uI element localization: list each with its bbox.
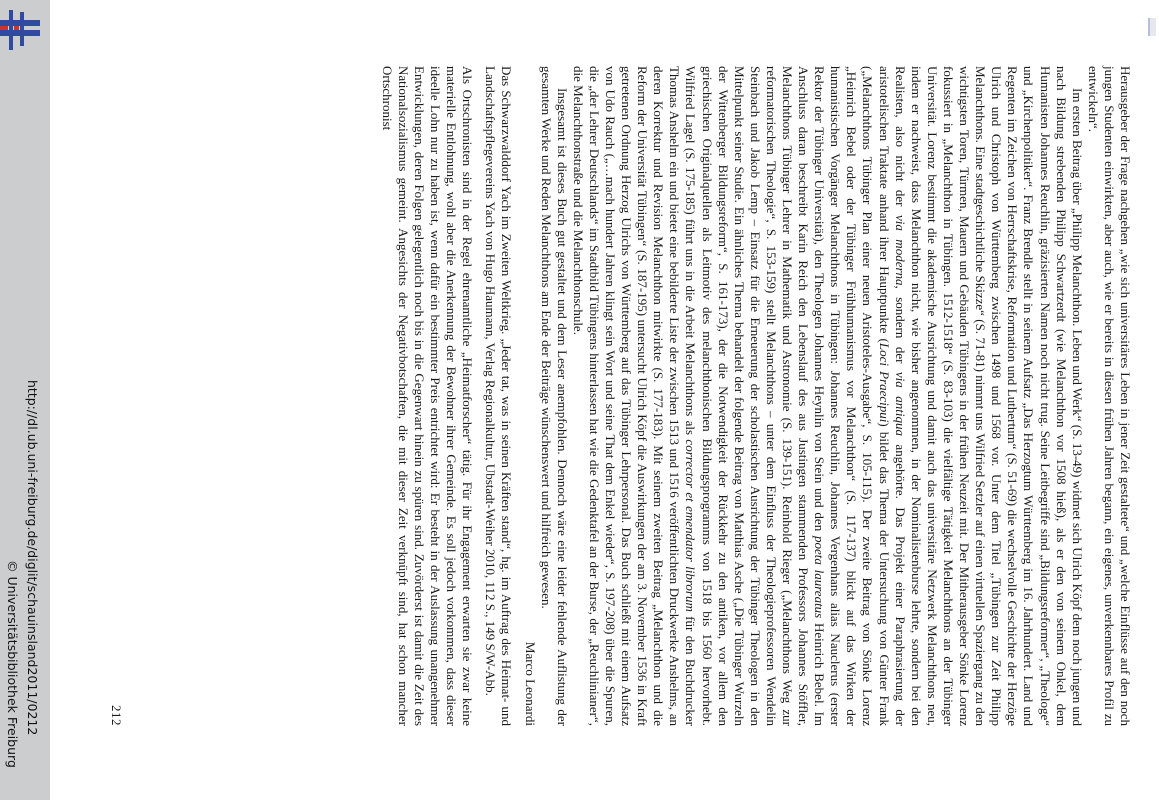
- scroll-marker[interactable]: [1148, 18, 1156, 36]
- paragraph: Herausgeber der Frage nachgehen „wie sich universitäres Leben in jener Zeit gestaltete“ und „welche Einflüsse auf den noch jungen Studenten einwirkten, aber auch, wie er bereits in diesen frühen Jahren begann, ein eigenes, unverkennbares Profil zu entwickeln“.: [1085, 66, 1133, 726]
- university-logo-icon[interactable]: [0, 8, 44, 52]
- reviewer-signature: Marco Leonardi: [522, 641, 538, 726]
- book-citation: Das Schwarzwalddorf Yach im Zweiten Weltkrieg. „Jeder tat, was in seinen Kräften stand“, hg. im Auftrag des Heimat- und Landschaftspflegevereins Yach von Hugo Haumann, Verlag Regionalkultur, Ubstadt-Weiher 2010, 112 S., 149 S/W-Abb.: [483, 66, 515, 726]
- review-2: [379, 66, 515, 726]
- page-url[interactable]: http://dl.ub.uni-freiburg.de/diglit/schauinsland2011/0212: [25, 380, 40, 736]
- sidebar-caption: [6, 360, 44, 800]
- viewer-sidebar: [0, 0, 50, 800]
- page-number: 212: [109, 705, 125, 726]
- copyright-notice: © Universitätsbibliothek Freiburg: [5, 560, 20, 768]
- paragraph: Als Ortschronisten sind in der Regel ehrenamtliche „Heimatforscher“ tätig. Für ihr Engagement erwarten sie zwar keine materielle Entlohnung, wohl aber die Anerkennung der Bewohner ihrer Gemeinde. Es soll jedoch vorkommen, dass dieser ideelle Lohn nur zu haben ist, wenn dafür ein bestimmter Preis entrichtet wird: Er besteht in der Auslassung unangenehmer Entwicklungen, deren Folgen gelegentlich noch bis in die Gegenwart hinein zu spüren sind. Zuvörderst ist damit die Zeit des Nationalsozialismus gemeint. Angesichts der Negativbotschaften, die mit dieser Zeit verknüpft sind, hat schon mancher Ortschronist: [379, 66, 476, 726]
- scanned-page: [108, 66, 1133, 726]
- review-1: [521, 66, 1133, 726]
- paragraph: Im ersten Beitrag über „Philipp Melanchthon. Leben und Werk“ (S. 13-49) widmet sich Ulrich Köpf dem noch jungen und nach Bildung strebenden Philipp Schwartzerdt (wie Melanchthon vor 1508 hieß), als er den von seinem Onkel, dem Humanisten Johannes Reuchlin, gräzisierten Namen noch nicht trug. Seine Leitbegriffe sind „Bildungsreformer“, „Theologe“ und „Kirchenpolitiker“. Franz Brendle stellt in seinem Aufsatz „Das Herzogtum Württemberg im 16. Jahrhundert. Land und Regenten im Zeichen von Herrschaftskrise, Reformation und Luthertum“ (S. 51-69) die wechselvolle Geschichte der Herzöge Ulrich und Christoph von Württemberg zwischen 1498 und 1568 vor. Unter dem Titel „Tübingen zur Zeit Philipp Melanchthons. Eine stadtgeschichtliche Skizze“ (S. 71-81) nimmt uns Wilfried Setzler auf einen virtuellen Spaziergang zu den wichtigsten Toren, Türmen, Mauern und Gebäuden Tübingens in der frühen Neuzeit mit. Der Mitherausgeber Sönke Lorenz fokussiert in „Melanchthon in Tübingen. 1512-1518“ (S. 83-103) die vielfältige Tätigkeit Melanchthons an der Tübinger Universität. Lorenz bestimmt die akademische Ausrichtung und damit auch das universitäre Netzwerk Melanchthons neu, indem er nachweist, dass Melanchthon nicht, wie bisher angenommen, in der Nominalistenburse lehrte, sondern bei den Realisten, also nicht der via moderna, sondern der via antiqua angehörte. Das Projekt einer Paraphrasierung der aristotelischen Traktate anhand ihrer Hauptpunkte (Loci Praecipui) bildet das Thema der Untersuchung von Günter Frank („Melanchthons Tübinger Plan einer neuen Aristoteles-Ausgabe“, S. 105-115). Der zweite Beitrag von Sönke Lorenz „Heinrich Bebel oder der Tübinger Frühhumanismus vor Melanchthon“ (S. 117-137) blickt auf das Wirken der humanistischen Vorgänger Melanchthons in Tübingen: Johannes Reuchlin, Johannes Vergenhans alias Nauclerus (erster Rektor der Tübinger Universität), den Theologen Johannes Heynlin von Stein und den poeta laureatus Heinrich Bebel. Im Anschluss daran beschreibt Karin Reich den Lebenslauf des aus Justingen stammenden Professors Johannes Stöffler, Melanchthons Tübinger Lehrer in Mathematik und Astronomie (S. 139-151). Reinhold Rieger („Melanchthons Weg zur reformatorischen Theologie“, S. 153-159) stellt Melanchthons – unter dem Einfluss der Theologieprofessoren Wendelin Steinbach und Jakob Lemp – Einsatz für die Erneuerung der scholastischen Ausrichtung der Tübinger Theologen in den Mittelpunkt seiner Studie. Ein ähnliches Thema behandelt der folgende Beitrag von Matthias Asche („Die Tübinger Wurzeln der Wittenberger Bildungsreform“, S. 161-173), der die Notwendigkeit der Rückkehr zu den antiken, vor allem den griechischen Originalquellen als Leitmotiv des melanchthonischen Bildungsprogramms von 1518 bis 1560 hervorhebt. Wilfried Lagel (S. 175-185) führt uns in die Arbeit Melanchthons als corrector et emendator librorum für den Buchdrucker Thomas Anshelm ein und bietet eine bebilderte Liste der zwischen 1513 und 1516 veröffentlichten Druckwerke Anshelms, an deren Korrektur und Revision Melanchthon mitwirkte (S. 177-183). Mit seinem zweiten Beitrag „Melanchthon und die Reform der Universität Tübingen“ (S. 187-195) untersucht Ulrich Köpf die Auswirkungen der am 3. November 1536 in Kraft getretenen Ordnung Herzog Ulrichs von Württemberg auf das Tübinger Lehrpersonal. Das Buch schließt mit einem Aufsatz von Udo Rauch („…mach hundert Jahren klingt sein Wort und seine That dem Enkel wieder“, S. 197-208) über die Spuren, die „der Lehrer Deutschlands“ im Stadtbild Tübingens hinterlassen hat wie die Gedenktafel an der Burse, der „Reuchlinianer“, die Melanchthonstraße und die Melanchthonschule.: [570, 66, 1085, 727]
- paragraph: Insgesamt ist dieses Buch gut gestaltet und dem Leser anempfohlen. Dennoch wäre eine leider fehlende Auflistung der gesamten Werke und Reden Melanchthons am Ende der Beiträge wünschenswert und hilfreich gewesen.: [538, 66, 570, 726]
